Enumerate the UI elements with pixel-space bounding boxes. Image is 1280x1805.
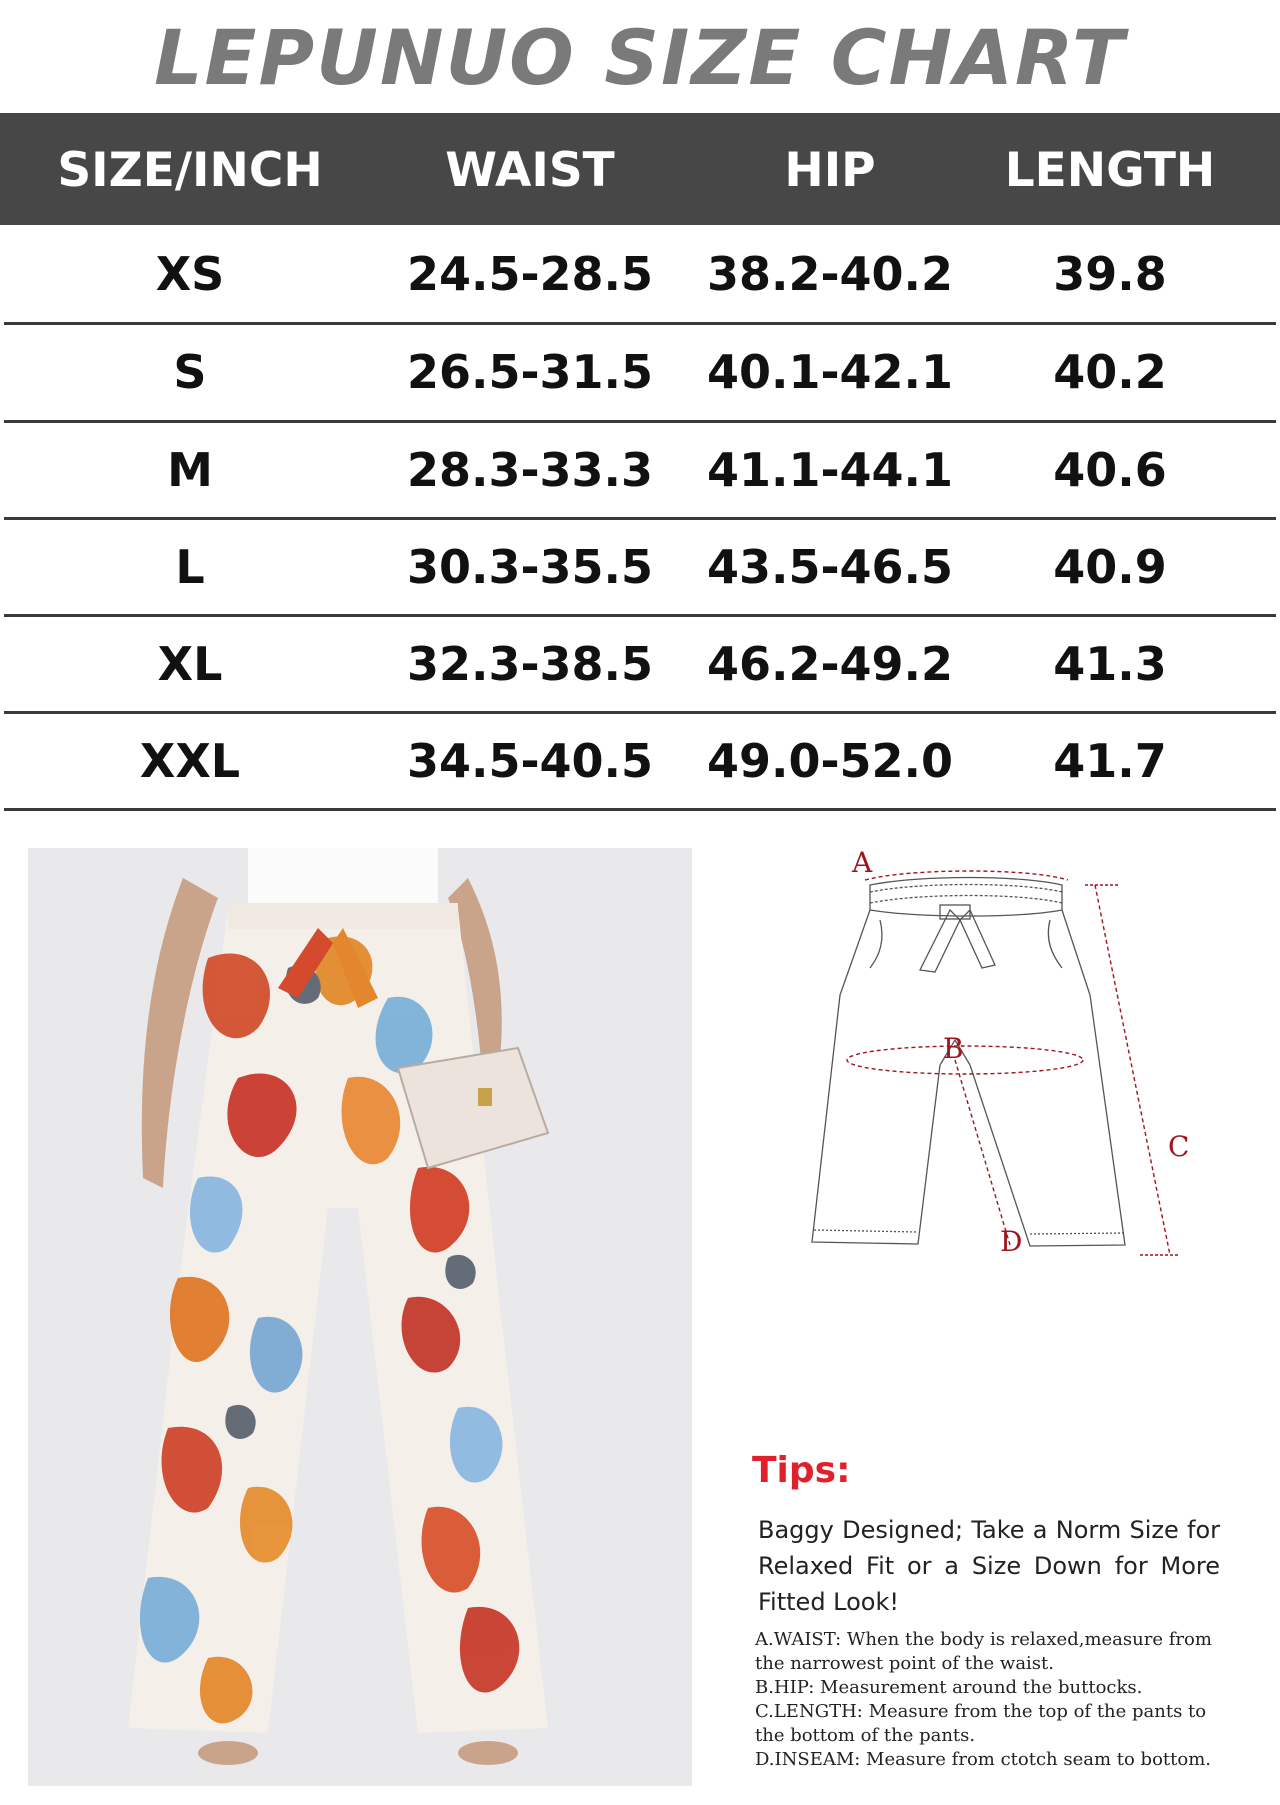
- table-row: [0, 518, 1280, 616]
- waist-cell: 24.5-28.5: [406, 247, 654, 301]
- waist-cell: 34.5-40.5: [406, 734, 654, 788]
- size-cell: XL: [157, 637, 223, 691]
- table-row: [0, 712, 1280, 810]
- length-cell: 41.3: [1053, 637, 1167, 691]
- page-title: LEPUNUO SIZE CHART: [154, 13, 1126, 102]
- note-waist: A.WAIST: When the body is relaxed,measure from the narrowest point of the waist.: [755, 1629, 1212, 1674]
- hip-cell: 41.1-44.1: [706, 443, 954, 497]
- length-cell: 41.7: [1053, 734, 1167, 788]
- length-cell: 40.6: [1053, 443, 1167, 497]
- hip-cell: 43.5-46.5: [706, 540, 954, 594]
- table-header: [0, 113, 1280, 225]
- waist-cell: 30.3-35.5: [406, 540, 654, 594]
- header-size: SIZE/INCH: [57, 143, 323, 198]
- note-length: C.LENGTH: Measure from the top of the pants to the bottom of the pants.: [755, 1701, 1207, 1746]
- length-cell: 40.9: [1053, 540, 1167, 594]
- waist-cell: 28.3-33.3: [406, 443, 654, 497]
- waist-cell: 26.5-31.5: [406, 345, 654, 399]
- hip-cell: 46.2-49.2: [706, 637, 954, 691]
- table-row: [0, 615, 1280, 713]
- row-divider: [4, 808, 1276, 811]
- length-cell: 40.2: [1053, 345, 1167, 399]
- measurement-diagram: [800, 850, 1260, 1450]
- waist-cell: 32.3-38.5: [406, 637, 654, 691]
- label-c: C: [1168, 1130, 1190, 1163]
- note-hip: B.HIP: Measurement around the buttocks.: [755, 1677, 1143, 1698]
- header-hip: HIP: [784, 143, 876, 198]
- tips-body: Baggy Designed; Take a Norm Size for Relaxed Fit or a Size Down for More Fitted Look!: [758, 1516, 1220, 1616]
- hip-cell: 49.0-52.0: [706, 734, 954, 788]
- table-row: [0, 421, 1280, 519]
- table-row: [0, 225, 1280, 323]
- tips-title: Tips:: [752, 1450, 851, 1491]
- label-a: A: [852, 850, 873, 879]
- size-cell: S: [173, 345, 207, 399]
- label-b: B: [943, 1032, 964, 1065]
- header-length: LENGTH: [1004, 143, 1216, 198]
- size-cell: XS: [155, 247, 225, 301]
- size-cell: M: [167, 443, 213, 497]
- header-waist: WAIST: [445, 143, 615, 198]
- product-photo: [28, 848, 692, 1786]
- length-cell: 39.8: [1053, 247, 1167, 301]
- size-cell: XXL: [139, 734, 241, 788]
- measurement-notes: [755, 1628, 1225, 1772]
- hip-cell: 38.2-40.2: [706, 247, 954, 301]
- table-row: [0, 323, 1280, 421]
- note-inseam: D.INSEAM: Measure from ctotch seam to bottom.: [755, 1749, 1212, 1770]
- hip-cell: 40.1-42.1: [706, 345, 954, 399]
- size-cell: L: [175, 540, 205, 594]
- label-d: D: [1000, 1225, 1023, 1258]
